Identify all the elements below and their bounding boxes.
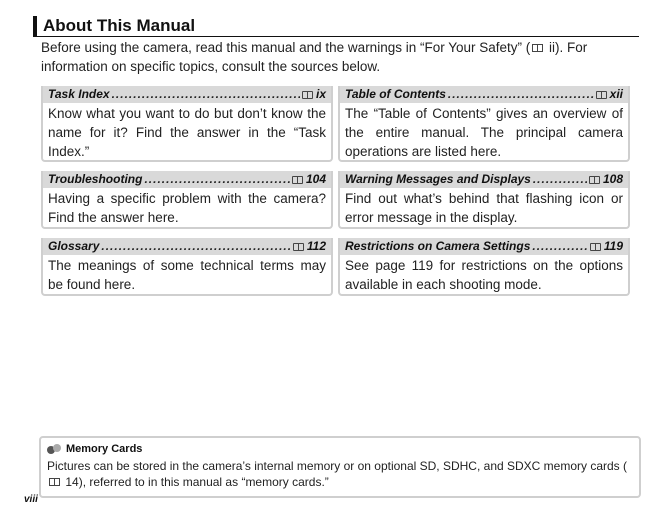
note-icon: [47, 444, 61, 454]
section-page-ref[interactable]: [596, 86, 623, 103]
section-description: Having a specific problem with the camera? Find the answer here.: [48, 191, 326, 225]
book-icon: [49, 478, 60, 486]
section-page-ref[interactable]: [293, 238, 326, 255]
section-page-number: 119: [603, 239, 623, 253]
section-header: [340, 86, 628, 103]
section-description: The “Table of Contents” gives an overview of the entire manual. The principal camera operations are listed here.: [345, 106, 623, 159]
note-header: [47, 442, 633, 456]
book-icon: [293, 243, 304, 251]
section-header: [43, 238, 331, 255]
intro-text-after: ). For information on specific topics, consult the sources below.: [41, 40, 588, 74]
section-page-number: 104: [305, 172, 326, 186]
note-body: [47, 458, 633, 490]
section-header: [43, 86, 331, 103]
section-page-ref[interactable]: [302, 86, 326, 103]
note-text-after: ), referred to in this manual as “memory cards.”: [78, 475, 329, 489]
section-glossary: [41, 238, 333, 296]
section-warning-messages: [338, 171, 630, 229]
note-text-before: Pictures can be stored in the camera’s internal memory or on optional SD, SDHC, and SDXC memory cards (: [47, 459, 628, 473]
section-page-ref[interactable]: [589, 171, 623, 188]
page-number: viii: [24, 494, 38, 505]
intro-paragraph: [41, 38, 631, 76]
section-description: The meanings of some technical terms may be found here.: [48, 258, 326, 292]
section-title: Task Index: [48, 87, 110, 101]
section-page-number: ix: [315, 87, 326, 101]
leader-dots: [112, 86, 300, 103]
section-restrictions: [338, 238, 630, 296]
leader-dots: [533, 171, 587, 188]
memory-cards-note: [39, 436, 641, 498]
leader-dots: [101, 238, 290, 255]
section-title: Table of Contents: [345, 87, 446, 101]
section-page-number: xii: [609, 87, 623, 101]
book-icon: [532, 44, 543, 52]
note-page-ref: 14: [65, 475, 79, 489]
leader-dots: [448, 86, 594, 103]
section-page-number: 108: [602, 172, 623, 186]
note-title: Memory Cards: [66, 443, 143, 455]
book-icon: [302, 91, 313, 99]
section-title: Warning Messages and Displays: [345, 172, 531, 186]
book-icon: [590, 243, 601, 251]
leader-dots: [144, 171, 290, 188]
section-page-ref[interactable]: [590, 238, 623, 255]
section-description: Find out what’s behind that flashing icon or error message in the display.: [345, 191, 623, 225]
book-icon: [596, 91, 607, 99]
section-title: Restrictions on Camera Settings: [345, 239, 531, 253]
intro-page-ref: ii: [549, 40, 556, 55]
leader-dots: [532, 238, 587, 255]
section-table-of-contents: [338, 86, 630, 162]
section-title: Troubleshooting: [48, 172, 143, 186]
section-header: [340, 171, 628, 188]
book-icon: [589, 176, 600, 184]
section-page-number: 112: [306, 239, 326, 253]
section-title: Glossary: [48, 239, 100, 253]
section-header: [340, 238, 628, 255]
page-title: About This Manual: [33, 16, 639, 37]
section-troubleshooting: [41, 171, 333, 229]
intro-text-before: Before using the camera, read this manual and the warnings in “For Your Safety” (: [41, 40, 531, 55]
section-description: Know what you want to do but don’t know the name for it? Find the answer in the “Task Index.”: [48, 106, 326, 159]
book-icon: [292, 176, 303, 184]
section-description: See page 119 for restrictions on the options available in each shooting mode.: [345, 258, 623, 292]
section-page-ref[interactable]: [292, 171, 326, 188]
section-header: [43, 171, 331, 188]
section-task-index: [41, 86, 333, 162]
